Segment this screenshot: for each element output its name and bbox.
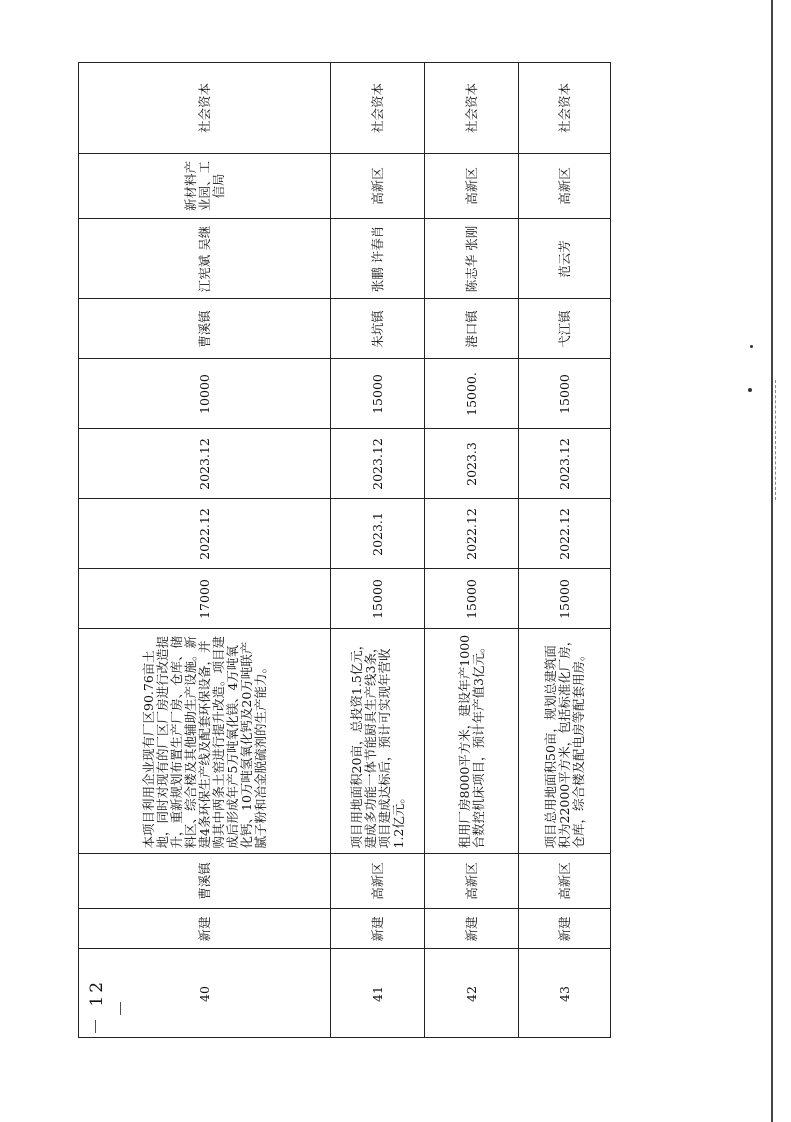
cell-leader: 江宪斌 吴继 xyxy=(79,218,330,298)
cell-location: 高新区 xyxy=(425,853,518,908)
cell-no: 43 xyxy=(519,948,610,1038)
cell-annual: 15000. xyxy=(425,358,518,428)
table-row-43 xyxy=(518,62,611,1038)
cell-annual: 15000 xyxy=(519,358,610,428)
cell-content: 项目总用地面积50亩，规划总建筑面积为22000平方米，包括标准化厂房，仓库，综合楼及配电房等配套用房。 xyxy=(519,628,610,853)
cell-investment: 17000 xyxy=(79,568,330,628)
cell-town: 曹溪镇 xyxy=(79,298,330,358)
page-edge-line xyxy=(771,0,773,1122)
cell-location: 高新区 xyxy=(331,853,424,908)
scan-dot xyxy=(750,345,753,348)
cell-content: 项目用地面积20亩，总投资1.5亿元，建成多功能一体节能厨具生产线3条，项目建成达标后，预计可实现年营收1.2亿元。 xyxy=(331,628,424,853)
cell-leader: 张鹏 许春肖 xyxy=(331,218,424,298)
cell-town: 朱坑镇 xyxy=(331,298,424,358)
cell-unit: 高新区 xyxy=(425,153,518,218)
table-row-40 xyxy=(78,62,331,1038)
cell-unit: 新材料产业园、工信局 xyxy=(79,153,330,218)
cell-leader: 陈志华 张刚 xyxy=(425,218,518,298)
cell-investment: 15000 xyxy=(425,568,518,628)
cell-annual: 10000 xyxy=(79,358,330,428)
cell-end: 2023.12 xyxy=(79,428,330,498)
cell-content: 租用厂房8000平方米，建设年产1000台数控机床项目，预计年产值3亿元。 xyxy=(425,628,518,853)
cell-investment: 15000 xyxy=(331,568,424,628)
scan-dot xyxy=(748,388,752,392)
cell-start: 2023.1 xyxy=(331,498,424,568)
cell-start: 2022.12 xyxy=(519,498,610,568)
cell-end: 2023.12 xyxy=(331,428,424,498)
cell-leader: 范云芳 xyxy=(519,218,610,298)
cell-unit: 高新区 xyxy=(331,153,424,218)
cell-no: 41 xyxy=(331,948,424,1038)
cell-end: 2023.3 xyxy=(425,428,518,498)
cell-no: 42 xyxy=(425,948,518,1038)
cell-investment: 15000 xyxy=(519,568,610,628)
cell-type: 新建 xyxy=(425,908,518,948)
cell-source: 社会资本 xyxy=(369,83,385,134)
cell-end: 2023.12 xyxy=(519,428,610,498)
cell-type: 新建 xyxy=(331,908,424,948)
cell-annual: 15000 xyxy=(331,358,424,428)
cell-start: 2022.12 xyxy=(79,498,330,568)
table-row-41 xyxy=(330,62,425,1038)
cell-source: 社会资本 xyxy=(556,83,572,134)
cell-type: 新建 xyxy=(79,908,330,948)
page-number: － 12 － xyxy=(87,978,132,1036)
cell-town: 港口镇 xyxy=(425,298,518,358)
table-row-42 xyxy=(424,62,519,1038)
cell-town: 弋江镇 xyxy=(519,298,610,358)
cell-type: 新建 xyxy=(519,908,610,948)
cell-start: 2022.12 xyxy=(425,498,518,568)
scan-artifact-line xyxy=(775,380,777,500)
cell-location: 曹溪镇 xyxy=(79,853,330,908)
cell-source: 社会资本 xyxy=(196,83,212,134)
cell-unit: 高新区 xyxy=(519,153,610,218)
cell-no: 40 xyxy=(79,948,330,1038)
cell-content: 本项目利用企业现有厂区90.76亩土地，同时对现有的厂区厂房进行改造提升，重新规划布置生产厂房、仓库、储料区、综合楼及其他辅助生产设施。新建4条环保生产线及配套环保设备，并购其中两条土窑进行提升改造。项目建成后形成年产5万吨氧化镁、4万吨氧化钙、10万吨氢氧化钙及20万吨联产腻子粉和冶金脱硫剂的生产能力。 xyxy=(79,628,330,853)
project-table xyxy=(78,62,711,1038)
cell-location: 高新区 xyxy=(519,853,610,908)
cell-source: 社会资本 xyxy=(463,83,479,134)
